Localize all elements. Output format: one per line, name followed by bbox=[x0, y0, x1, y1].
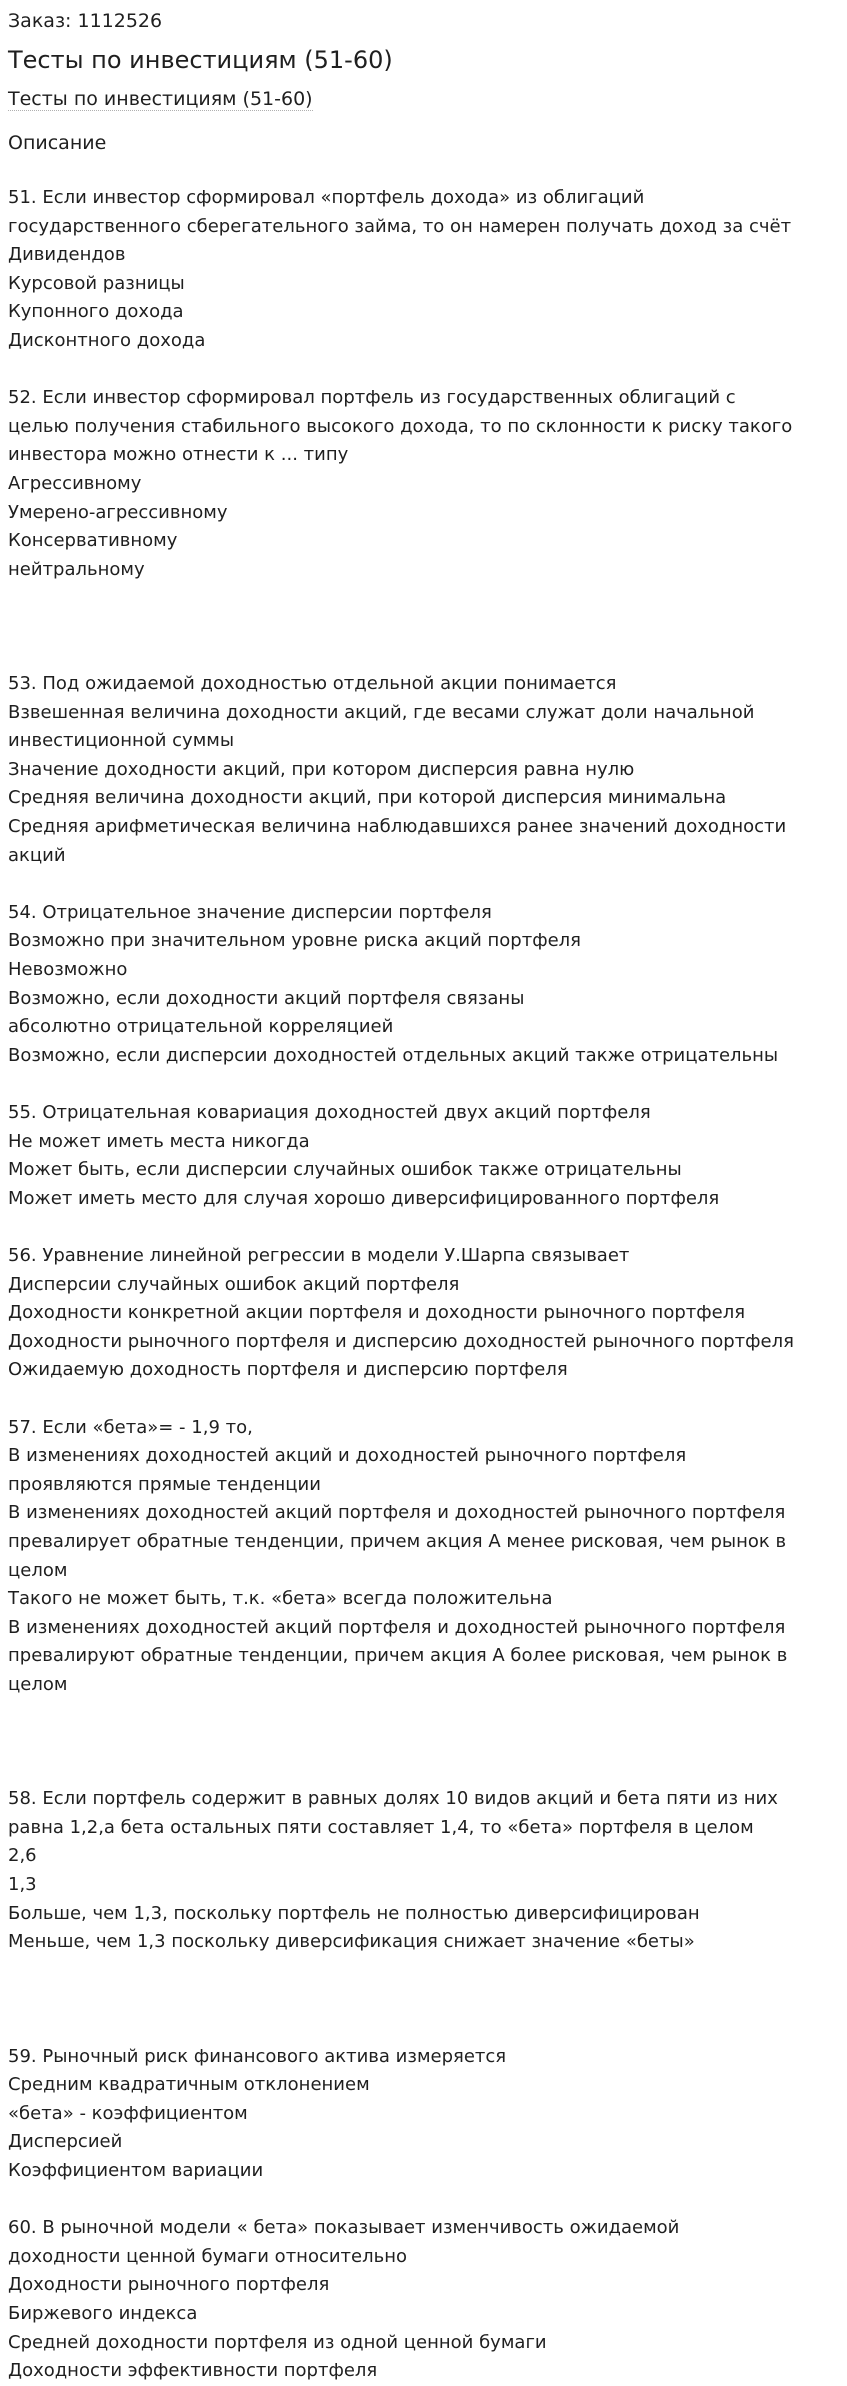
answer-option: Дисконтного дохода bbox=[8, 329, 206, 351]
answer-option: Средняя величина доходности акций, при которой дисперсия минимальна bbox=[8, 787, 727, 809]
question-text: 57. Если «бета»= - 1,9 то, bbox=[8, 1416, 253, 1438]
question-text: 54. Отрицательное значение дисперсии портфеля bbox=[8, 901, 492, 923]
answer-option: Средней доходности портфеля из одной ценной бумаги bbox=[8, 2331, 547, 2353]
page-subtitle-text: Тесты по инвестициям (51-60) bbox=[8, 88, 313, 110]
answer-option: В изменениях доходностей акций портфеля и доходностей рыночного портфеля bbox=[8, 1616, 786, 1638]
question-block bbox=[8, 899, 842, 1071]
answer-option: акций bbox=[8, 844, 66, 866]
answer-option: нейтральному bbox=[8, 558, 145, 580]
spacer bbox=[8, 870, 842, 899]
questions-list bbox=[8, 184, 842, 2386]
spacer bbox=[8, 356, 842, 385]
answer-option: «бета» - коэффициентом bbox=[8, 2102, 248, 2124]
question-text: 58. Если портфель содержит в равных долях 10 видов акций и бета пяти из них bbox=[8, 1788, 778, 1810]
answer-option: целом bbox=[8, 1673, 68, 1695]
answer-option: превалируют обратные тенденции, причем акция А более рисковая, чем рынок в bbox=[8, 1645, 788, 1667]
spacer bbox=[8, 1070, 842, 1099]
page-content bbox=[8, 8, 842, 2386]
answer-option: инвестора можно отнести к ... типу bbox=[8, 444, 349, 466]
answer-option: Взвешенная величина доходности акций, где весами служат доли начальной bbox=[8, 701, 755, 723]
spacer bbox=[8, 1985, 842, 2014]
answer-option: Больше, чем 1,3, поскольку портфель не полностью диверсифицирован bbox=[8, 1902, 700, 1924]
spacer bbox=[8, 1757, 842, 1786]
answer-option: Возможно, если дисперсии доходностей отдельных акций также отрицательны bbox=[8, 1044, 779, 1066]
answer-option: доходности ценной бумаги относительно bbox=[8, 2245, 408, 2267]
question-block bbox=[8, 384, 842, 584]
spacer bbox=[8, 1385, 842, 1414]
answer-option: Курсовой разницы bbox=[8, 272, 185, 294]
answer-option: Средним квадратичным отклонением bbox=[8, 2074, 370, 2096]
question-block bbox=[8, 1785, 842, 1957]
description-label: Описание bbox=[8, 132, 107, 154]
answer-option: государственного сберегательного займа, то он намерен получать доход за счёт bbox=[8, 215, 792, 237]
spacer bbox=[8, 2014, 842, 2043]
question-text: 51. Если инвестор сформировал «портфель дохода» из облигаций bbox=[8, 187, 645, 208]
answer-option: инвестиционной суммы bbox=[8, 730, 235, 752]
question-block bbox=[8, 670, 842, 870]
answer-option: В изменениях доходностей акций портфеля и доходностей рыночного портфеля bbox=[8, 1502, 786, 1524]
order-number: Заказ: 1112526 bbox=[8, 10, 163, 32]
spacer bbox=[8, 584, 842, 613]
answer-option: Коэффициентом вариации bbox=[8, 2159, 264, 2181]
spacer bbox=[8, 1957, 842, 1986]
answer-option: Консервативному bbox=[8, 530, 178, 552]
answer-option: Не может иметь места никогда bbox=[8, 1130, 310, 1152]
answer-option: Доходности конкретной акции портфеля и доходности рыночного портфеля bbox=[8, 1302, 746, 1324]
answer-option: Средняя арифметическая величина наблюдавшихся ранее значений доходности bbox=[8, 816, 787, 838]
answer-option: Доходности рыночного портфеля bbox=[8, 2274, 330, 2296]
answer-option: Дивидендов bbox=[8, 244, 126, 266]
spacer bbox=[8, 613, 842, 642]
question-text: 55. Отрицательная ковариация доходностей двух акций портфеля bbox=[8, 1102, 651, 1123]
answer-option: Может иметь место для случая хорошо диверсифицированного портфеля bbox=[8, 1187, 720, 1209]
spacer bbox=[8, 1213, 842, 1242]
spacer bbox=[8, 1728, 842, 1757]
answer-option: Значение доходности акций, при котором дисперсия равна нулю bbox=[8, 758, 635, 780]
answer-option: абсолютно отрицательной корреляцией bbox=[8, 1016, 394, 1038]
spacer bbox=[8, 2186, 842, 2215]
page-subtitle bbox=[8, 86, 842, 112]
answer-option: Меньше, чем 1,3 поскольку диверсификация снижает значение «беты» bbox=[8, 1931, 695, 1953]
answer-option: Доходности рыночного портфеля и дисперсию доходностей рыночного портфеля bbox=[8, 1330, 794, 1352]
answer-option: Агрессивному bbox=[8, 472, 142, 494]
question-block bbox=[8, 2214, 842, 2386]
page-title: Тесты по инвестициям (51-60) bbox=[8, 46, 393, 74]
answer-option: превалирует обратные тенденции, причем акция А менее рисковая, чем рынок в bbox=[8, 1530, 787, 1552]
question-block bbox=[8, 184, 842, 356]
question-block bbox=[8, 1242, 842, 1385]
answer-option: Может быть, если дисперсии случайных ошибок также отрицательны bbox=[8, 1159, 682, 1181]
answer-option: Доходности эффективности портфеля bbox=[8, 2360, 378, 2382]
answer-option: Невозможно bbox=[8, 959, 128, 981]
question-block bbox=[8, 1414, 842, 1700]
question-block bbox=[8, 1099, 842, 1213]
answer-option: 1,3 bbox=[8, 1874, 37, 1896]
question-text: 56. Уравнение линейной регрессии в модели У.Шарпа связывает bbox=[8, 1244, 630, 1266]
spacer bbox=[8, 642, 842, 671]
answer-option: целом bbox=[8, 1559, 68, 1581]
answer-option: Дисперсией bbox=[8, 2131, 123, 2153]
answer-option: Возможно при значительном уровне риска акций портфеля bbox=[8, 930, 581, 952]
question-text: 52. Если инвестор сформировал портфель из государственных облигаций с bbox=[8, 387, 736, 409]
answer-option: Ожидаемую доходность портфеля и дисперсию портфеля bbox=[8, 1359, 568, 1381]
question-text: 53. Под ожидаемой доходностью отдельной акции понимается bbox=[8, 673, 617, 695]
answer-option: Возможно, если доходности акций портфеля связаны bbox=[8, 987, 525, 1009]
answer-option: В изменениях доходностей акций и доходностей рыночного портфеля bbox=[8, 1445, 687, 1467]
question-block bbox=[8, 2043, 842, 2186]
answer-option: равна 1,2,а бета остальных пяти составляет 1,4, то «бета» портфеля в целом bbox=[8, 1816, 754, 1838]
answer-option: Такого не может быть, т.к. «бета» всегда положительна bbox=[8, 1588, 553, 1610]
spacer bbox=[8, 1699, 842, 1728]
answer-option: Биржевого индекса bbox=[8, 2302, 198, 2324]
answer-option: целью получения стабильного высокого дохода, то по склонности к риску такого bbox=[8, 415, 793, 437]
answer-option: Дисперсии случайных ошибок акций портфеля bbox=[8, 1273, 460, 1295]
question-text: 59. Рыночный риск финансового актива измеряется bbox=[8, 2045, 507, 2067]
answer-option: проявляются прямые тенденции bbox=[8, 1473, 321, 1495]
question-text: 60. В рыночной модели « бета» показывает изменчивость ожидаемой bbox=[8, 2217, 680, 2239]
answer-option: Умерено-агрессивному bbox=[8, 501, 228, 523]
answer-option: 2,6 bbox=[8, 1845, 37, 1867]
answer-option: Купонного дохода bbox=[8, 301, 184, 323]
